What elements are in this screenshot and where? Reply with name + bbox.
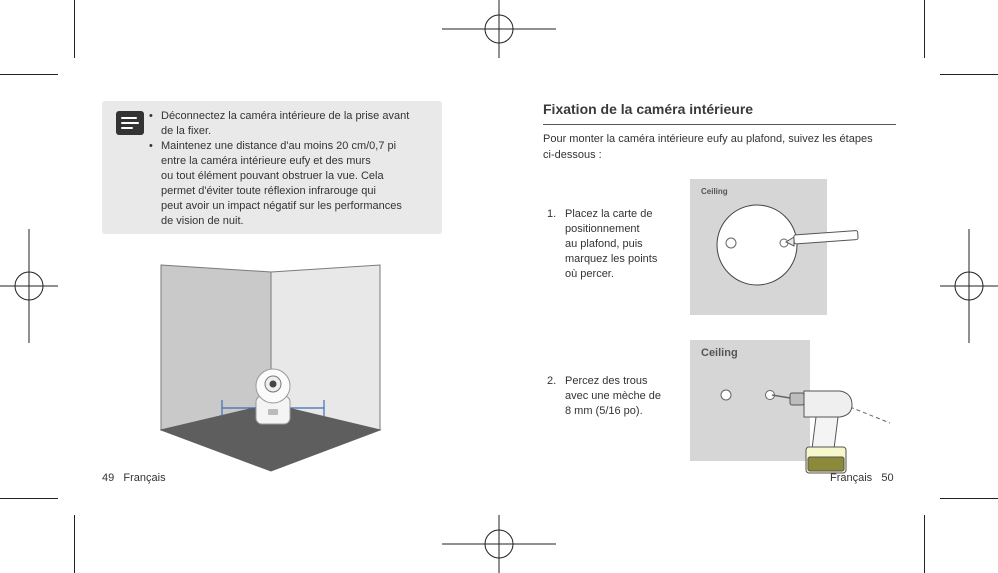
section-title: Fixation de la caméra intérieure	[543, 101, 754, 117]
title-divider	[543, 124, 896, 125]
page-number-right: Français 50	[830, 472, 894, 484]
registration-mark-top	[442, 0, 556, 58]
step-1-illustration: Ceiling	[690, 179, 827, 315]
registration-mark-bottom	[442, 515, 556, 573]
step-2-illustration: Ceiling	[690, 340, 810, 461]
note-item: • Déconnectez la caméra intérieure de la prise avant de la fixer.	[161, 109, 439, 139]
registration-mark-left	[0, 229, 58, 343]
step-2: 2. Percez des trous avec une mèche de 8 mm (5/16 po).	[547, 375, 662, 417]
page-number-left: 49 Français	[102, 472, 166, 484]
step-1: 1. Placez la carte de positionnement au plafond, puis marquez les points où percer.	[547, 208, 658, 280]
note-box	[102, 101, 442, 234]
drill-icon	[768, 385, 892, 477]
registration-mark-right	[940, 229, 998, 343]
note-list	[149, 109, 439, 229]
note-icon	[116, 111, 144, 135]
camera-icon	[256, 369, 290, 424]
section-intro: Pour monter la caméra intérieure eufy au plafond, suivez les étapes ci-dessous :	[543, 133, 873, 161]
room-corner-illustration	[160, 264, 382, 472]
pencil-icon	[786, 231, 858, 246]
note-item: • Maintenez une distance d'au moins 20 cm/0,7 pi entre la caméra intérieure eufy et des murs ou tout élément pouvant obstruer la vue. Cela permet d'éviter toute réflexion infrarouge qui peut avoir un impact négatif sur les performances de vision de nuit.	[161, 139, 439, 229]
